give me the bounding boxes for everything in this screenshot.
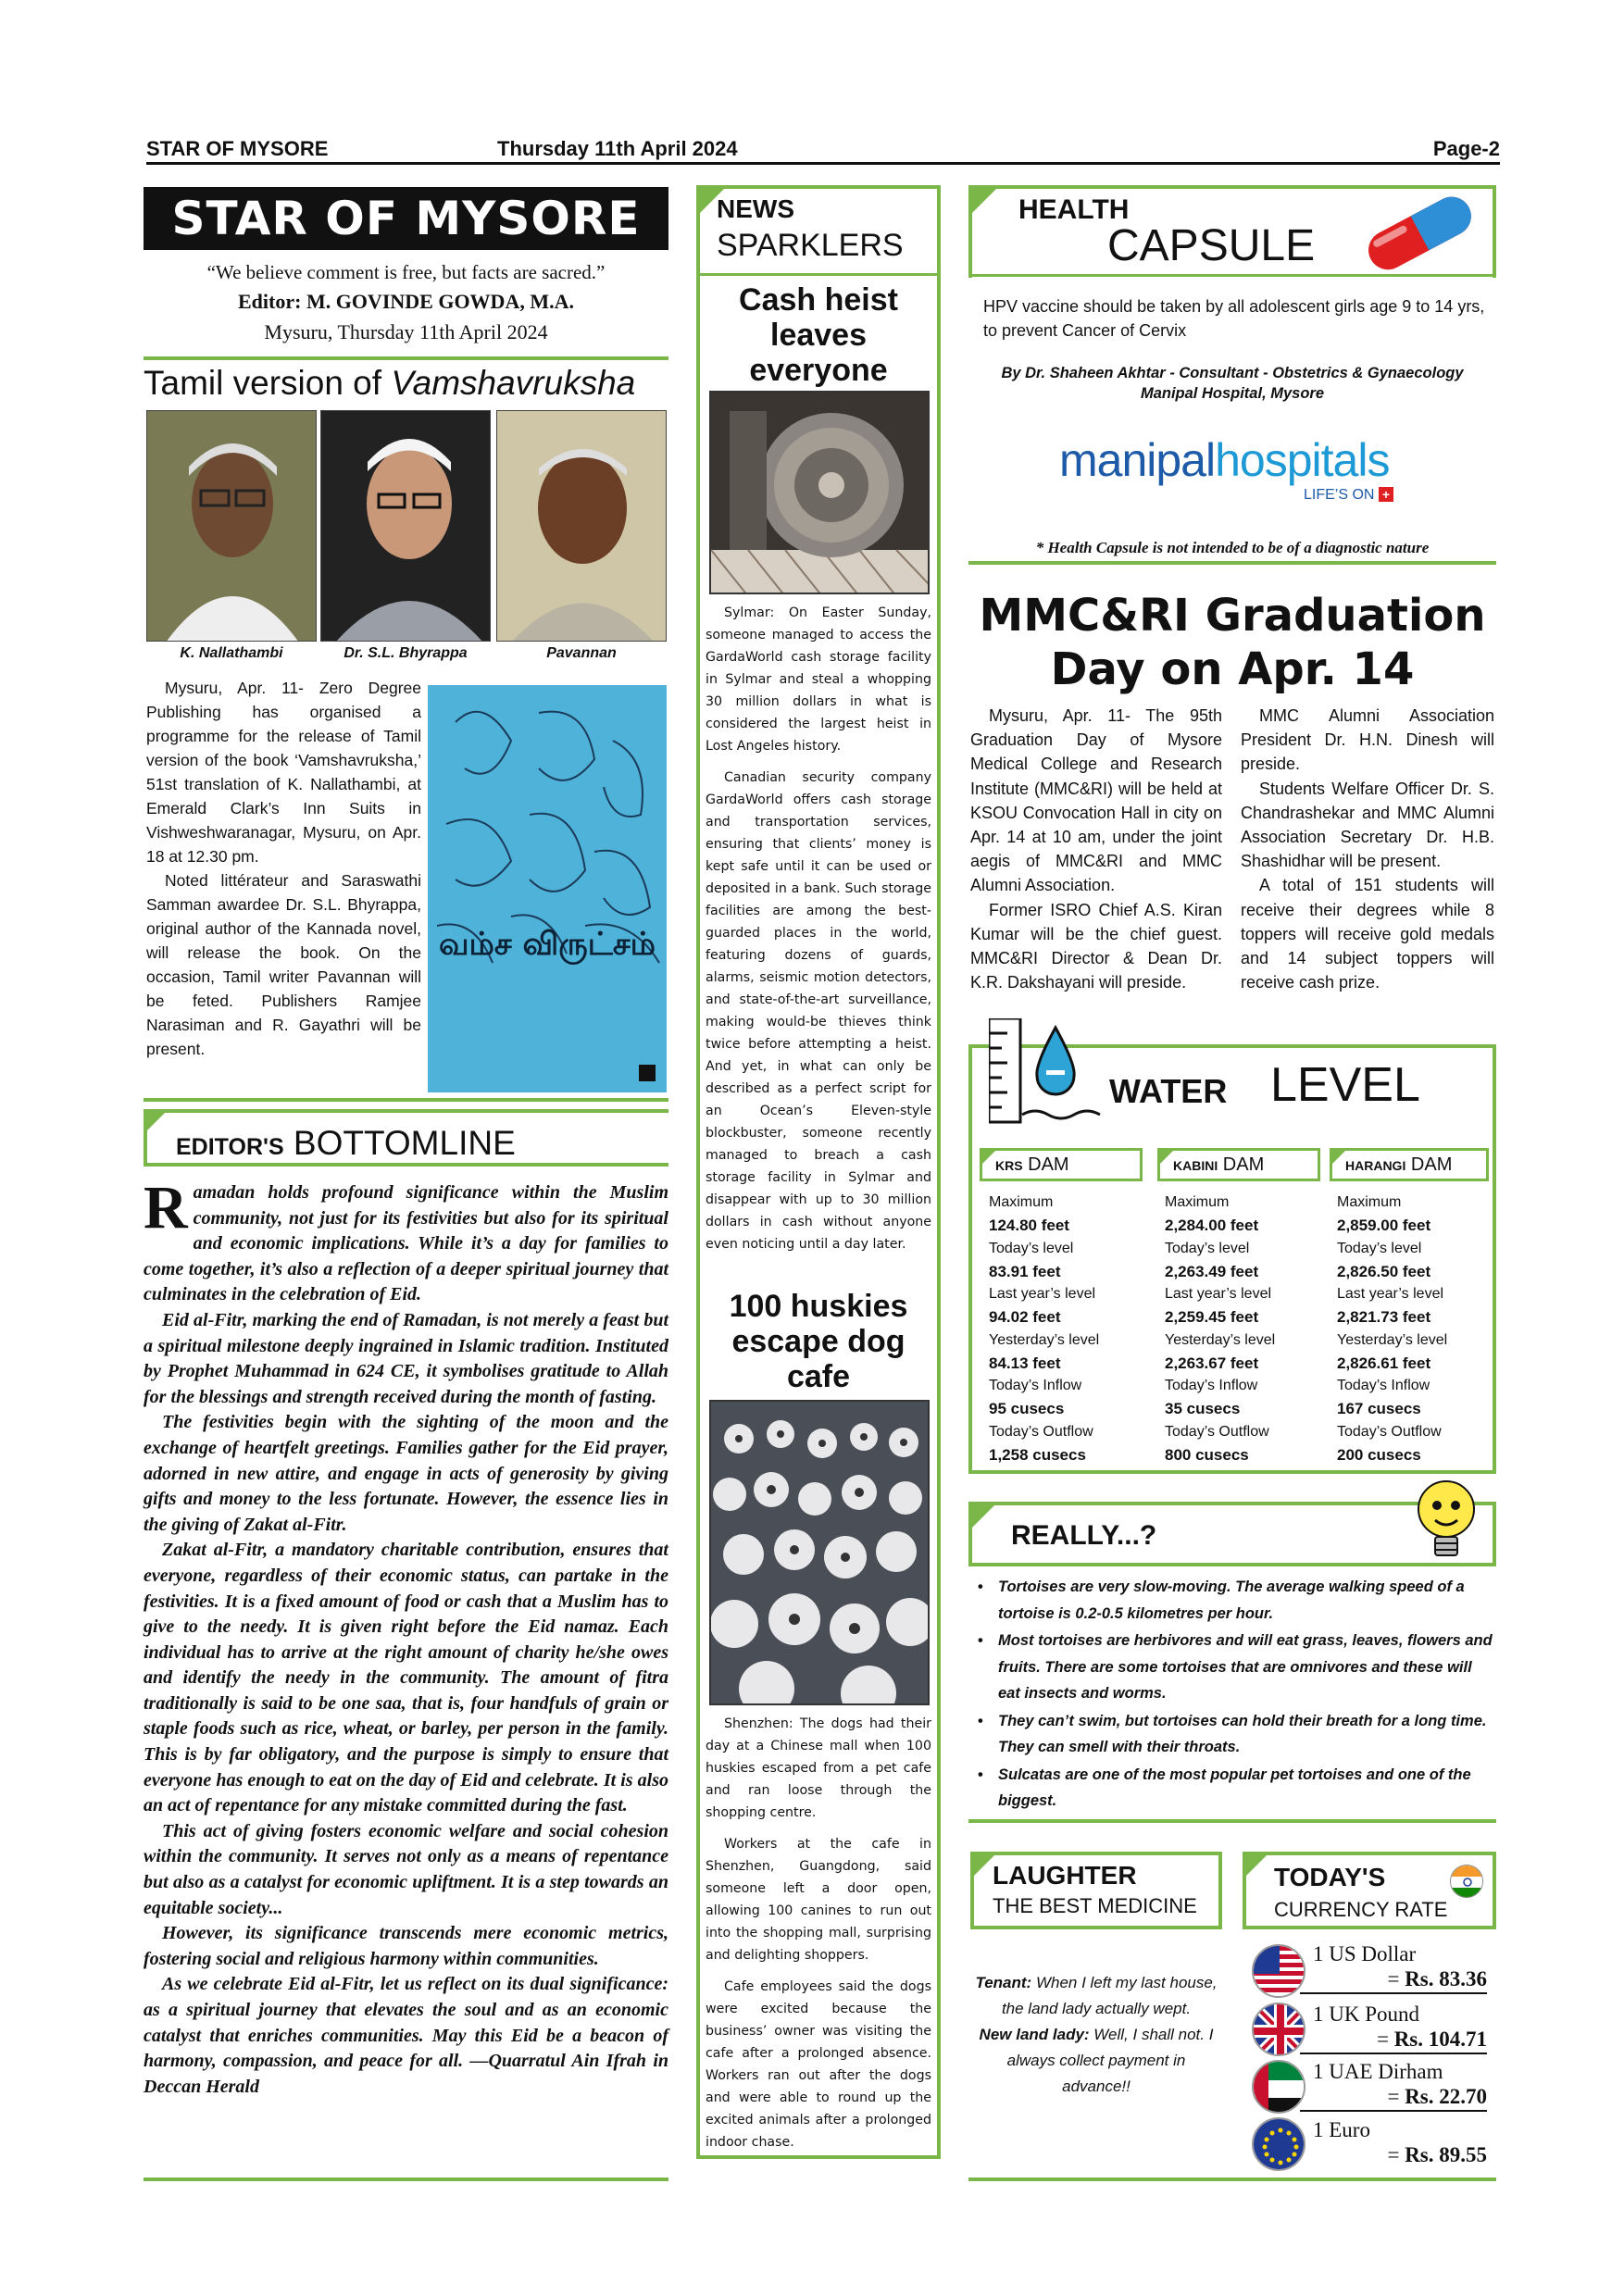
corner-tab (972, 1505, 994, 1528)
us-flag-icon (1252, 1944, 1305, 1998)
really-facts-list (970, 1574, 1493, 1816)
currency-value-usd: = Rs. 83.36 (1300, 1966, 1487, 1994)
manipal-logo: manipalhospitals (1059, 434, 1390, 486)
dam-values-krs: Maximum 124.80 feet Today’s level 83.91 feet Last year’s level 94.02 feet Yesterday’s level 84.13 feet Today’s Inflow 95 cusecs Today’s Outflow 1,258 cusecs (989, 1194, 1100, 1464)
eu-flag-icon (1252, 2117, 1305, 2171)
health-capsule-heading-light: CAPSULE (1107, 221, 1316, 270)
currency-heading-bold: TODAY'S (1274, 1863, 1386, 1891)
caption-bhyrappa: Dr. S.L. Bhyrappa (344, 645, 468, 661)
divider (144, 356, 668, 360)
masthead-dateline: Mysuru, Thursday 11th April 2024 (264, 320, 548, 343)
divider (968, 2177, 1496, 2181)
masthead-title: STAR OF MYSORE (144, 187, 668, 250)
caption-pavannan: Pavannan (546, 645, 617, 661)
laughter-heading-light: THE BEST MEDICINE (993, 1894, 1197, 1917)
dam-tab-harangi: HARANGI DAM (1330, 1148, 1489, 1181)
editors-bottomline-title: EDITOR'S BOTTOMLINE (176, 1124, 516, 1162)
photo-nallathambi (146, 410, 317, 642)
dam-tab-kabini: KABINI DAM (1157, 1148, 1320, 1181)
header-page-number: Page-2 (1432, 137, 1500, 160)
caption-nallathambi: K. Nallathambi (180, 645, 283, 661)
divider (696, 273, 941, 276)
corner-tab (974, 1855, 994, 1876)
graduation-body-col2: MMC Alumni Association President Dr. H.N. Dinesh will preside. Students Welfare Officer Dr. S. Chandrashekar and MMC Alumni Association Secretary Dr. H.B. Shashidhar will be present. A total of 151 students will receive their degrees while 8 toppers will receive gold medals and 14 subject toppers will receive cash prize. (1241, 706, 1494, 992)
divider (968, 1563, 1496, 1566)
really-heading: REALLY...? (1011, 1520, 1157, 1551)
health-byline: By Dr. Shaheen Akhtar - Consultant - Obstetrics & Gynaecology Manipal Hospital, Mysore (1001, 365, 1464, 402)
huskies-body: Shenzhen: The dogs had their day at a Chinese mall when 100 huskies escaped from a pet cafe and ran loose through the shopping centre. Workers at the cafe in Shenzhen, Guangdong, said someone left a door open, allowing 100 canines to run out into the shopping mall, surprising and delighting shoppers. Cafe employees said the dogs were excited because the business’ owner was visiting the cafe after a prolonged absence. Workers ran out after the dogs and were able to round up the excited animals after a prolonged indoor chase. (706, 1716, 931, 2150)
list-item: • Tortoises are very slow-moving. The average walking speed of a tortoise is 0.2-0.5 kilometres per hour. (970, 1574, 1493, 1627)
masthead-motto: “We believe comment is free, but facts are sacred.” (206, 261, 606, 283)
divider (968, 274, 1496, 277)
india-flag-icon (1450, 1865, 1483, 1898)
laughter-heading-bold: LAUGHTER (993, 1861, 1137, 1890)
huskies-photo (709, 1400, 930, 1705)
laughter-joke: Tenant: When I left my last house, the land lady actually wept. New land lady: Well, I shall not. I always collect payment in advance!! (975, 1974, 1218, 2095)
corner-tab (146, 1111, 167, 1131)
lightbulb-icon (1411, 1478, 1481, 1571)
vault-photo (709, 391, 930, 594)
water-level-heading-bold: WATER (1109, 1072, 1228, 1110)
health-tip: HPV vaccine should be taken by all adolescent girls age 9 to 14 yrs, to prevent Cancer of Cervix (983, 297, 1485, 340)
news-sparklers-heading-bold: NEWS (717, 194, 794, 223)
header-date: Thursday 11th April 2024 (497, 137, 738, 160)
masthead-editor: Editor: M. GOVINDE GOWDA, M.A. (238, 290, 574, 313)
list-item: • Sulcatas are one of the most popular pet tortoises and one of the biggest. (970, 1762, 1493, 1815)
header-paper-name: STAR OF MYSORE (146, 137, 329, 160)
currency-name-eur: 1 Euro (1313, 2118, 1370, 2141)
divider (968, 1819, 1496, 1823)
news-sparklers-heading-light: SPARKLERS (717, 228, 904, 263)
currency-name-aed: 1 UAE Dirham (1313, 2060, 1443, 2083)
dam-values-kabini: Maximum 2,284.00 feet Today’s level 2,263.49 feet Last year’s level 2,259.45 feet Yesterday’s level 2,263.67 feet Today’s Inflow 35 cusecs Today’s Outflow 800 cusecs (1165, 1194, 1276, 1464)
divider (144, 1098, 668, 1102)
tamil-story-body: Mysuru, Apr. 11- Zero Degree Publishing has organised a programme for the release of Tamil version of the book ‘Vamshavruksha,’ 51st translation of K. Nallathambi, at Emerald Clark’s Inn Suits in Vishweshwaranagar, Mysuru, on Apr. 18 at 12.30 pm. Noted littérateur and Saraswathi Samman awardee Dr. S.L. Bhyrappa, original author of the Kannada novel, will release the book. On the occasion, Tamil writer Pavannan will be feted. Publishers Ramjee Narasiman and R. Gayathri will be present. (146, 679, 421, 1058)
huskies-headline: 100 huskies escape dog cafe (729, 1289, 908, 1394)
corner-tab (1332, 1151, 1345, 1164)
photo-pavannan (496, 410, 667, 642)
uk-flag-icon (1252, 2003, 1305, 2056)
graduation-headline: MMC&RI Graduation Day on Apr. 14 (979, 590, 1486, 695)
uae-flag-icon (1252, 2060, 1305, 2114)
health-capsule-heading-bold: HEALTH (1018, 194, 1130, 225)
health-disclaimer: * Health Capsule is not intended to be of a diagnostic nature (1035, 539, 1430, 556)
corner-tab (982, 1151, 995, 1164)
capsule-pill-icon (1350, 191, 1489, 279)
currency-name-usd: 1 US Dollar (1313, 1942, 1417, 1965)
currency-value-eur: = Rs. 89.55 (1387, 2143, 1487, 2166)
editors-bottomline-body: Ramadan holds profound significance within the Muslim community, not just for its festivities but also for its spiritual and economic implications. While it’s a day for families to come together, it’s also a reflection of a deeper spiritual journey that culminates in the celebration of Eid. Eid al-Fitr, marking the end of Ramadan, is not merely a feast but a spiritual milestone deeply ingrained in Islamic tradition. Instituted by Prophet Muhammad in 624 CE, it symbolises gratitude to Allah for the blessings and strength received during the month of fasting. The festivities begin with the sighting of the moon and the exchange of heartfelt greetings. Families gather for the Eid prayer, adorned in new attire, and engage in acts of generosity by giving gifts and money to the less fortunate. However, the essence lies in the giving of Zakat al-Fitr. Zakat al-Fitr, a mandatory charitable contribution, ensures that everyone, regardless of their economic status, can partake in the festivities. It is a fixed amount of food or cash that a Muslim has to give to the needy. It is given right before the Eid namaz. Each individual has to arrive at the right amount of charity he/she owes and identify the needy in the community. The amount of fitra traditionally is said to be one saa, that is, four handfuls of grain or staple foods such as rice, wheat, or barley, per person in the family. This is by far obligatory, and the purpose is simply to ensure that everyone has enough to eat on the day of Eid and celebrate. It is also an act of repentance for any mistake committed during the fast. This act of giving fosters economic welfare and social cohesion within the community. It serves not only as a means of repentance but also as a catalyst for economic upliftment. It is a step towards an equitable society... However, its significance transcends mere economic metrics, fostering social and religious harmony within communities. As we celebrate Eid al-Fitr, let us reflect on its dual significance: as a spiritual journey that elevates the soul and as an economic catalyst that enriches communities. May this Eid be a beacon of harmony, compassion, and peace for all. —Quarratul Ain Ifrah in Deccan Herald (144, 1174, 668, 2097)
corner-tab (1160, 1151, 1173, 1164)
graduation-body-col1: Mysuru, Apr. 11- The 95th Graduation Day of Mysore Medical College and Research Institute (MMC&RI) will be held at KSOU Convocation Hall in city on Apr. 14 at 10 am, under the joint aegis of MMC&RI and MMC Alumni Association. Former ISRO Chief A.S. Kiran Kumar will be the chief guest. MMC&RI Director & Dean Dr. K.R. Dakshayani will preside. (970, 706, 1222, 992)
currency-value-gbp: = Rs. 104.71 (1300, 2027, 1487, 2054)
corner-tab (972, 189, 996, 213)
page-header (146, 137, 1500, 165)
book-cover-title: வம்ச விருட்சம் (439, 926, 656, 963)
tamil-story-headline: Tamil version of Vamshavruksha (144, 364, 636, 402)
divider (144, 2177, 668, 2181)
water-gauge-icon (989, 1018, 1109, 1134)
water-level-heading-light: LEVEL (1270, 1058, 1420, 1112)
cash-heist-headline: Cash heist leaves everyone (739, 282, 898, 388)
book-cover-image (428, 685, 667, 1092)
cash-heist-body: Sylmar: On Easter Sunday, someone managed to access the GardaWorld cash storage facility in Sylmar and steal a whopping 30 million dollars in what is considered the largest heist in Lost Angeles history. Canadian security company GardaWorld offers cash storage and transportation services, ensuring that clients’ money is kept safe until it can be used or deposited in a bank. Such storage facilities are among the best-guarded places in the world, featuring dozens of guards, alarms, seismic motion detectors, and state-of-the-art surveillance, making would-be thieves think twice before attempting a heist. And yet, in what can only be described as a perfect script for an Ocean’s Eleven-style blockbuster, someone recently managed to breach a cash storage facility in Sylmar and disappear with up to 30 million dollars in cash without anyone even noticing until a day later. (706, 605, 931, 1252)
dam-tab-krs: KRS DAM (980, 1148, 1143, 1181)
manipal-logo-tagline: LIFE’S ON + (1304, 487, 1393, 504)
dam-values-harangi: Maximum 2,859.00 feet Today’s level 2,826.50 feet Last year’s level 2,821.73 feet Yesterday’s level 2,826.61 feet Today’s Inflow 167 cusecs Today’s Outflow 200 cusecs (1337, 1194, 1448, 1464)
currency-name-gbp: 1 UK Pound (1313, 2003, 1420, 2026)
list-item: • Most tortoises are herbivores and will eat grass, leaves, flowers and fruits. There are some tortoises that are omnivores and these will eat insects and worms. (970, 1628, 1493, 1707)
divider (968, 561, 1496, 565)
currency-heading-light: CURRENCY RATE (1274, 1898, 1448, 1921)
corner-tab (1246, 1855, 1267, 1876)
list-item: • They can’t swim, but tortoises can hold their breath for a long time. They can smell with their throats. (970, 1708, 1493, 1761)
photo-bhyrappa (320, 410, 491, 642)
currency-value-aed: = Rs. 22.70 (1300, 2084, 1487, 2112)
